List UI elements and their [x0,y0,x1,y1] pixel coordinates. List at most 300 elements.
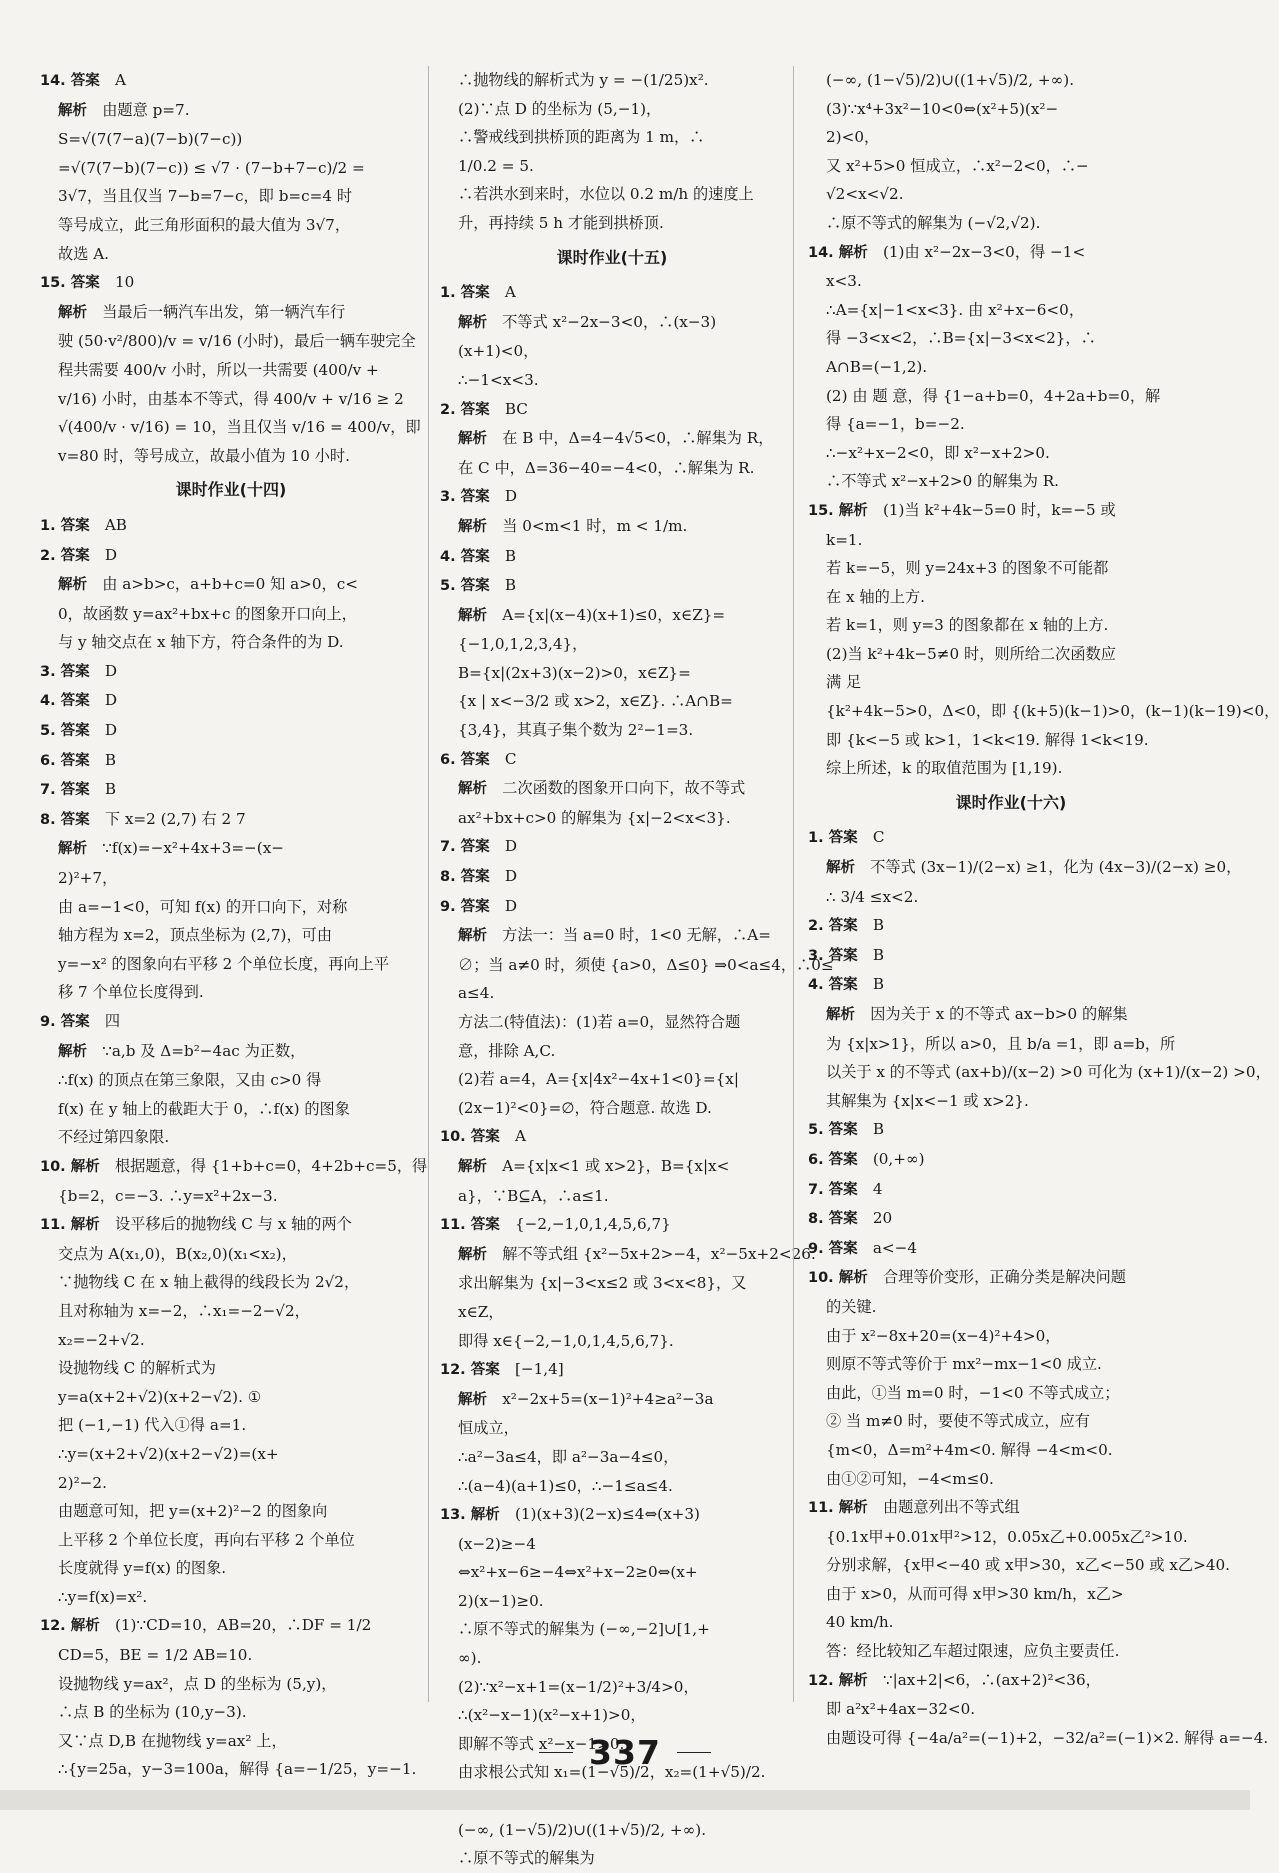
line-text: ∵a,b 及 Δ=b²−4ac 为正数， [102,1041,306,1060]
line-text: ② 当 m≠0 时，要使不等式成立，应有 [826,1412,1090,1431]
text-line [440,1587,784,1616]
line-text: 设平移后的抛物线 C 与 x 轴的两个 [114,1215,352,1234]
answer-line [40,1611,422,1641]
line-text: 为 {x|x>1}，所以 a>0，且 b/a =1，即 a=b，所 [826,1034,1176,1053]
text-line [808,583,1214,612]
line-text: 4 [872,1179,883,1198]
scan-bottom-edge [0,1790,1250,1810]
line-text: ∴抛物线的解析式为 y = −(1/25)x². [458,71,709,89]
text-line [808,1465,1214,1494]
line-text: 解不等式组 {x²−5x+2>−4，x²−5x+2<26. [502,1244,816,1263]
answer-tag: 解析 [58,1043,87,1060]
line-text: ∴−1<x<3. [458,370,539,389]
answer-line [808,823,1214,853]
answer-line [808,1263,1214,1293]
line-text: 与 y 轴交点在 x 轴下方，符合条件的为 D. [58,633,344,652]
text-line [808,1580,1214,1609]
line-text: 则原不等式等价于 mx²−mx−1<0 成立. [826,1355,1102,1374]
answer-tag: 解析 [458,518,487,535]
line-text: 根据题意，得 {1+b+c=0，4+2b+c=5，得 [114,1156,428,1175]
line-text: B [104,750,117,769]
line-text: (−∞, (1−√5)/2)∪((1+√5)/2, +∞). [826,71,1075,89]
line-text: ∴原不等式的解集为 [458,1849,595,1868]
line-text: B [872,975,885,994]
text-line [440,1008,784,1037]
answer-line [440,601,784,631]
line-text: y=a(x+2+√2)(x+2−√2). ① [58,1387,262,1406]
text-line [40,628,422,657]
line-text: B [104,780,117,799]
answer-tag: 5. 答案 [440,578,490,595]
answer-line [808,496,1214,526]
line-text: (1)(x+3)(2−x)≤4⇔(x+3) [514,1505,700,1524]
text-line [40,1354,422,1383]
answer-line [440,832,784,862]
answer-tag: 6. 答案 [808,1151,858,1168]
answer-tag: 解析 [458,314,487,331]
line-text: x₂=−2+√2. [58,1330,145,1349]
answer-line [40,541,422,571]
text-line [40,182,422,211]
text-line [808,66,1214,95]
text-line [440,1472,784,1501]
text-line [808,883,1214,912]
line-text: 方法一：当 a=0 时，1<0 无解，∴A= [502,926,771,945]
answer-tag: 9. 答案 [808,1240,858,1257]
text-line [440,979,784,1008]
answer-tag: 14. 答案 [40,73,100,89]
line-text: 合理等价变形，正确分类是解决问题 [882,1268,1126,1287]
text-line [808,697,1279,726]
line-text: ∴点 B 的坐标为 (10,y−3). [58,1703,247,1722]
line-text: B [504,576,517,595]
line-text: 2)(x−1)≥0. [458,1591,544,1610]
text-line [440,180,784,209]
line-text: k=1. [826,530,863,549]
text-line [440,1037,784,1066]
text-line [808,1293,1214,1322]
text-line [808,1087,1214,1116]
answer-line [808,853,1242,883]
answer-line [440,571,784,601]
line-text: 等号成立，此三角形面积的最大值为 3√7， [58,215,351,234]
line-text: ∵抛物线 C 在 x 轴上截得的线段长为 2√2， [58,1273,360,1292]
line-text: ∴f(x) 的顶点在第三象限，又由 c>0 得 [58,1071,322,1090]
text-line [40,1440,422,1469]
text-line [808,1407,1214,1436]
text-line [40,1123,422,1152]
line-text: a≤4. [458,984,495,1003]
answer-line [440,1122,784,1152]
line-text: 10 [114,273,135,292]
line-text: (1)由 x²−2x−3<0，得 −1< [882,242,1086,261]
line-text: 求出解集为 {x|−3<x≤2 或 3<x<8}，又 [458,1274,747,1293]
line-text: (1)当 k²+4k−5=0 时，k=−5 或 [882,500,1116,519]
answer-line [40,96,422,126]
line-text: 若 k=−5，则 y=24x+3 的图象不可能都 [826,559,1109,578]
line-text: ∵|ax+2|<6，∴(ax+2)²<36， [882,1670,1101,1689]
text-line [808,1030,1214,1059]
line-text: ∴{y=25a，y−3=100a，解得 {a=−1/25，y=−1. [58,1760,417,1779]
text-line [808,1637,1214,1666]
text-line [808,123,1214,152]
answer-tag: 10. 答案 [440,1129,500,1146]
line-text: ∵f(x)=−x²+4x+3=−(x− [102,839,284,858]
answer-line [40,686,422,716]
text-line [808,640,1214,669]
text-line [440,1701,784,1730]
text-line [40,950,422,979]
text-line [440,951,834,980]
answer-line [440,1385,784,1415]
line-text: 即得 x∈{−2,−1,0,1,4,5,6,7}. [458,1331,674,1350]
line-text: (3)∵x⁴+3x²−10<0⇔(x²+5)(x²− [826,99,1059,118]
text-line [808,726,1214,755]
answer-tag: 解析 [458,607,487,624]
text-line [440,1414,784,1443]
answer-line [440,424,784,454]
answer-line [440,542,784,572]
text-line [808,1523,1214,1552]
answer-tag: 解析 [826,860,855,877]
text-line [440,1094,784,1123]
line-text: 由于 x²−8x+20=(x−4)²+4>0， [826,1326,1061,1345]
line-text: v/16) 小时，由基本不等式，得 400/v + v/16 ≥ 2 [58,389,404,408]
line-text: ∴y=f(x)=x². [58,1587,148,1606]
text-line [440,687,784,716]
line-text: (2)当 k²+4k−5≠0 时，则所给二次函数应 [826,644,1116,663]
line-text: 满 足 [826,673,862,692]
text-line [808,754,1214,783]
text-line [808,1350,1214,1379]
text-line [40,1326,422,1355]
answer-tag: 7. 答案 [808,1181,858,1198]
line-text: 即解不等式 x²−x−1>0. [458,1734,625,1753]
line-text: 由题意 p=7. [102,100,190,119]
text-line [40,1469,422,1498]
text-line [808,1322,1214,1351]
text-line [808,439,1214,468]
line-text: {3,4}，其真子集个数为 2²−1=3. [458,721,694,740]
line-text: 答：经比较知乙车超过限速，应负主要责任. [826,1642,1120,1661]
line-text: (0,+∞) [872,1149,925,1168]
line-text: 在 C 中，Δ=36−40=−4<0，∴解集为 R. [458,458,755,477]
line-text: y=−x² 的图象向右平移 2 个单位长度，再向上平 [58,954,390,973]
line-text: 的关键. [826,1297,877,1316]
line-text: {−1,0,1,2,3,4}， [458,635,588,654]
answer-tag: 11. 解析 [808,1500,868,1517]
answer-tag: 3. 答案 [40,663,90,680]
line-text: 故选 A. [58,244,109,263]
line-text: √(400/v · v/16) = 10，当且仅当 v/16 = 400/v，即 [58,418,421,437]
line-text: 得 {a=−1，b=−2. [826,415,965,434]
text-line [40,600,422,629]
text-line [40,864,422,893]
line-text: ∴警戒线到拱桥顶的距离为 1 m，∴ [458,128,705,147]
line-text: 不等式 x²−2x−3<0，∴(x−3) [502,312,717,331]
text-line [808,324,1214,353]
text-line [808,353,1214,382]
answer-tag: 2. 答案 [440,401,490,418]
line-text: 在 x 轴的上方. [826,587,925,606]
line-text: A={x|(x−4)(x+1)≤0，x∈Z}= [502,605,726,624]
answer-line [440,1152,784,1182]
answer-line [440,278,784,308]
text-line [808,267,1214,296]
line-text: 由求根公式知 x₁=(1−√5)/2，x₂=(1+√5)/2. [458,1763,766,1782]
line-text: ∴y=(x+2+√2)(x+2−√2)=(x+ [58,1444,279,1463]
line-text: ∞). [458,1649,482,1668]
answer-line [440,308,784,338]
column-divider [793,66,794,1702]
answer-line [808,238,1214,268]
answer-tag: 3. 答案 [808,947,858,964]
text-line [808,95,1214,124]
text-line [40,1641,422,1670]
line-text: 20 [872,1209,893,1228]
answer-line [440,892,784,922]
answer-line [808,970,1214,1000]
text-line [40,154,422,183]
text-line [808,180,1214,209]
line-text: 40 km/h. [826,1613,894,1632]
line-text: 且对称轴为 x=−2，∴x₁=−2−√2， [58,1301,310,1320]
text-line [808,526,1214,555]
line-text: A [514,1127,526,1146]
line-text: 由题意列出不等式组 [882,1498,1020,1517]
column-right [808,66,1279,1747]
answer-tag: 7. 答案 [40,782,90,799]
line-text: 分别求解，{x甲<−40 或 x甲>30，x乙<−50 或 x乙>40. [826,1556,1230,1575]
text-line [440,95,784,124]
answer-tag: 12. 解析 [40,1618,100,1635]
answer-line [40,1037,422,1067]
line-text: 由于 x>0，从而可得 x甲>30 km/h，x乙> [826,1584,1124,1603]
text-line [440,123,784,152]
text-line [440,659,784,688]
answer-tag: 解析 [58,577,87,594]
text-line [440,1327,784,1356]
answer-tag: 2. 答案 [40,547,90,564]
line-text: (2)若 a=4，A={x|4x²−4x+1<0}={x| [458,1070,739,1089]
line-text: ∅；当 a≠0 时，须使 {a>0，Δ≤0} ⇒0<a≤4，∴0≤ [458,955,834,974]
answer-line [440,512,784,542]
answer-tag: 14. 解析 [808,244,868,261]
line-text: A={x|x<1 或 x>2}，B={x|x< [502,1156,730,1175]
text-line [440,804,784,833]
text-line [40,1526,422,1555]
answer-tag: 15. 答案 [40,275,100,292]
line-text: AB [104,515,127,534]
text-line [440,1615,784,1644]
line-text: D [104,545,118,564]
line-text: 以关于 x 的不等式 (ax+b)/(x−2) >0 可化为 (x+1)/(x−2) >0， [826,1063,1271,1082]
text-line [40,921,422,950]
answer-tag: 6. 答案 [40,752,90,769]
line-text: 又 x²+5>0 恒成立，∴x²−2<0，∴− [826,156,1089,175]
line-text: 即 {k<−5 或 k>1，1<k<19. 解得 1<k<19. [826,730,1149,749]
line-text: ∴原不等式的解集为 (−∞,−2]∪[1,+ [458,1620,710,1639]
answer-tag: 13. 解析 [440,1507,500,1524]
text-line [440,1816,784,1845]
line-text: A [114,71,126,89]
answer-tag: 15. 解析 [808,502,868,519]
answer-tag: 11. 解析 [40,1217,100,1234]
answer-line [440,1355,784,1385]
text-line [40,1411,422,1440]
line-text: 轴方程为 x=2，顶点坐标为 (2,7)，可由 [58,926,333,945]
line-text: C [872,828,885,847]
line-text: [−1,4] [514,1360,564,1379]
line-text: 又∵点 D,B 在抛物线 y=ax² 上， [58,1731,287,1750]
line-text: {x | x<−3/2 或 x>2，x∈Z}. ∴A∩B= [458,692,733,711]
text-line [808,152,1214,181]
line-text: 由 a=−1<0，可知 f(x) 的开口向下，对称 [58,897,348,916]
line-text: x<3. [826,272,862,291]
text-line [808,382,1214,411]
text-line [808,611,1214,640]
line-text: 2)<0， [826,128,880,147]
column-left [40,66,428,1779]
text-line [440,716,784,745]
footer-dash-left [539,1752,573,1753]
text-line [440,1673,784,1702]
text-line [440,337,784,366]
line-text: a}，∵B⊆A，∴a≤1. [458,1186,609,1205]
answer-line [440,745,784,775]
line-text: {b=2，c=−3. ∴y=x²+2x−3. [58,1186,278,1205]
line-text: 由题意可知，把 y=(x+2)²−2 的图象向 [58,1502,328,1521]
line-text: v=80 时，等号成立，故最小值为 10 小时. [58,446,350,465]
answer-line [40,511,422,541]
answer-tag: 解析 [58,304,87,321]
line-text: 2)²−2. [58,1473,107,1492]
line-text: ∴若洪水到来时，水位以 0.2 m/h 的速度上 [458,185,754,204]
line-text: BC [504,399,528,418]
line-text: 四 [104,1012,121,1030]
text-line [808,296,1214,325]
section-heading: 课时作业(十四) [175,480,287,500]
answer-tag: 3. 答案 [440,489,490,506]
column-divider [428,66,429,1702]
line-text: 不经过第四象限. [58,1128,170,1147]
answer-line [808,1493,1214,1523]
footer-dash-right [677,1752,711,1753]
text-line [40,356,422,385]
text-line [40,1383,422,1412]
line-text: D [504,487,518,506]
line-text: 方法二(特值法)：(1)若 a=0，显然符合题 [458,1013,741,1031]
line-text: 0，故函数 y=ax²+bx+c 的图象开口向上， [58,604,357,623]
text-line [808,1695,1214,1724]
answer-line [440,921,784,951]
text-line [40,1182,422,1211]
text-line [40,1583,422,1612]
text-line [440,1298,784,1327]
answer-tag: 4. 答案 [440,548,490,565]
text-line [808,1379,1214,1408]
answer-tag: 4. 答案 [808,977,858,994]
line-text: 3√7，当且仅当 7−b=7−c，即 b=c=4 时 [58,187,353,206]
line-text: 把 (−1,−1) 代入①得 a=1. [58,1416,247,1435]
answer-tag: 9. 答案 [440,898,490,915]
text-line [440,1844,784,1873]
line-text: √2<x<√2. [826,185,904,204]
answer-tag: 7. 答案 [440,839,490,856]
line-text: 当 0<m<1 时，m < 1/m. [502,516,688,535]
text-line [40,893,422,922]
answer-line [440,862,784,892]
answer-tag: 解析 [458,1391,487,1408]
line-text: 上平移 2 个单位长度，再向右平移 2 个单位 [58,1530,355,1549]
answer-line [808,1234,1214,1264]
line-text: {0.1x甲+0.01x甲²>12，0.05x乙+0.005x乙²>10. [826,1527,1188,1546]
text-line [440,1530,784,1559]
text-line [440,209,784,238]
line-text: ⇔x²+x−6≥−4⇔x²+x−2≥0⇔(x+ [458,1563,698,1582]
answer-line [440,1210,784,1240]
text-line [40,1554,422,1583]
answer-line [440,395,784,425]
answer-line [808,1115,1214,1145]
text-line [40,1240,422,1269]
answer-line [40,805,422,835]
text-line [40,240,422,269]
line-text: 意，排除 A,C. [458,1041,556,1060]
text-line [40,327,422,356]
text-line [808,1608,1214,1637]
line-text: 由 a>b>c，a+b+c=0 知 a>0，c< [102,575,358,594]
line-text: 即 a²x²+4ax−32<0. [826,1700,976,1719]
text-line [40,1670,422,1699]
line-text: a<−4 [872,1238,918,1257]
text-line [40,1297,422,1326]
line-text: ∴a²−3a≤4，即 a²−3a−4≤0， [458,1447,679,1466]
line-text: CD=5，BE = 1/2 AB=10. [58,1646,253,1665]
line-text: B [504,546,517,565]
answer-tag: 10. 解析 [40,1158,100,1175]
answer-line [40,775,422,805]
text-line [808,1436,1214,1465]
line-text: S=√(7(7−a)(7−b)(7−c)) [58,130,243,149]
line-text: B [872,916,885,935]
answer-line [40,570,422,600]
text-line [440,1269,784,1298]
text-line [440,152,784,181]
line-text: 长度就得 y=f(x) 的图象. [58,1559,227,1578]
answer-line [440,774,784,804]
text-line [440,1065,784,1094]
line-text: A∩B=(−1,2). [826,357,928,376]
line-text: 升，再持续 5 h 才能到拱桥顶. [458,213,664,232]
line-text: 交点为 A(x₁,0)，B(x₂,0)(x₁<x₂)， [58,1244,297,1263]
line-text: =√(7(7−b)(7−c)) ≤ √7 · (7−b+7−c)/2 = [58,158,365,177]
answer-tag: 解析 [826,1007,855,1023]
answer-tag: 12. 解析 [808,1672,868,1689]
line-text: 不等式 (3x−1)/(2−x) ≥1，化为 (4x−3)/(2−x) ≥0， [870,858,1242,877]
text-line [40,1268,422,1297]
line-text: D [104,661,118,680]
text-line [808,467,1214,496]
answer-tag: 12. 答案 [440,1362,500,1379]
answer-tag: 1. 答案 [808,830,858,847]
answer-line [808,1145,1214,1175]
text-line [808,1551,1230,1580]
line-text: D [504,896,518,915]
answer-tag: 4. 答案 [40,693,90,710]
line-text: 设抛物线 y=ax²，点 D 的坐标为 (5,y)， [58,1674,337,1693]
answer-line [40,66,422,96]
